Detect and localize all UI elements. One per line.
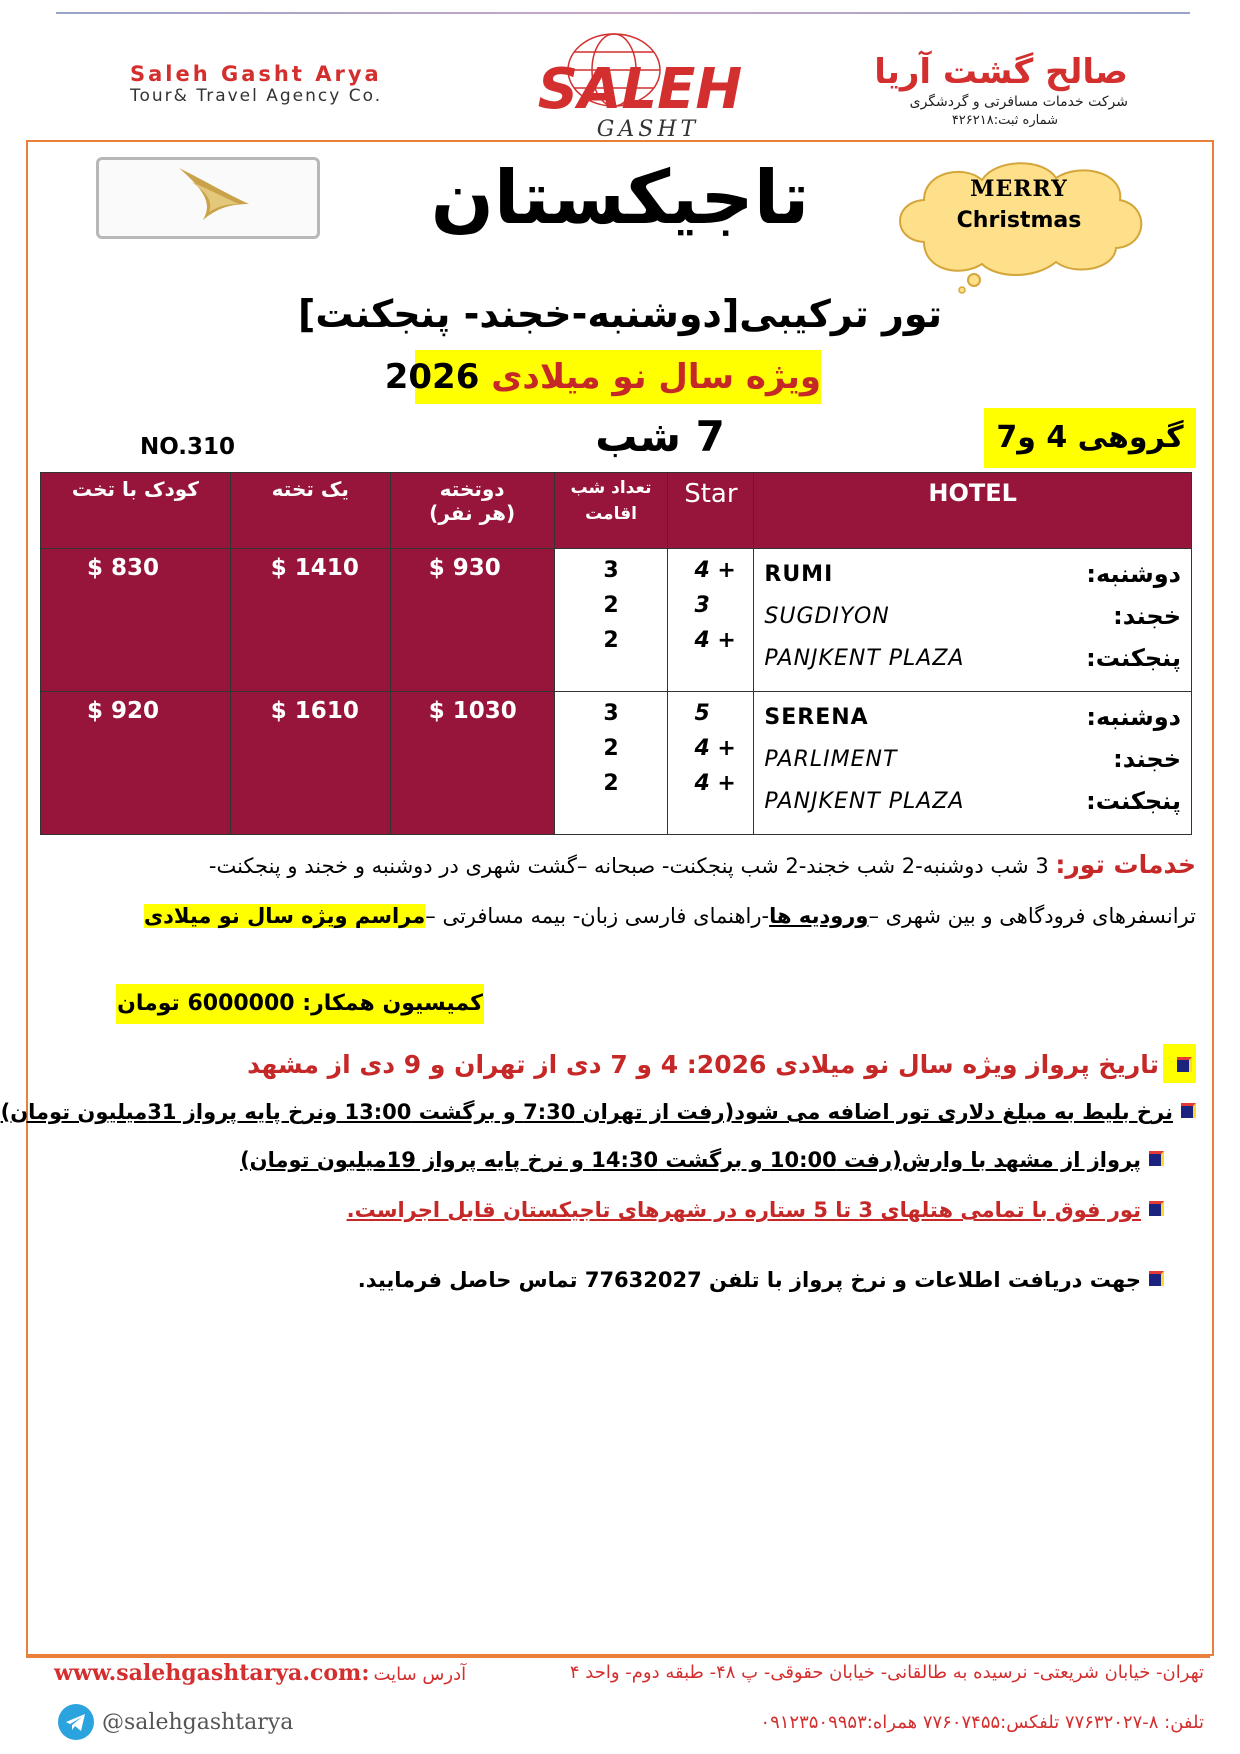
header-star: Star [668, 473, 754, 549]
hotel-name: SUGDIYON [764, 603, 890, 629]
hotel-name: PANJKENT PLAZA [764, 788, 965, 814]
brand-english [130, 62, 382, 106]
website-label: آدرس سایت [373, 1664, 467, 1685]
note-text: تور فوق با تمامی هتلهای 3 تا 5 ستاره در شهرهای تاجیکستان قابل اجراست. [346, 1198, 1141, 1222]
note-hotels [347, 1198, 1164, 1222]
page-title: تاجیکستان [430, 155, 810, 241]
svg-text:GASHT: GASHT [596, 117, 700, 142]
star-value: 4 + [694, 736, 736, 761]
footer-address: تهران- خیابان شریعتی- نرسیده به طالقانی- خیابان حقوقی- پ ۴۸- طبقه دوم- واحد ۴ [569, 1662, 1204, 1683]
hotel-city: دوشنبه: [1086, 560, 1181, 588]
hotel-city: خجند: [1113, 745, 1181, 773]
hotels-cell [754, 692, 1192, 835]
price-child: $ 920 [41, 692, 231, 835]
bullet-icon [1177, 1057, 1192, 1072]
special-text: ویژه سال نو میلادی [491, 357, 821, 397]
telegram-icon [58, 1704, 94, 1740]
star-value: 3 [694, 593, 710, 618]
brand-persian [874, 52, 1128, 128]
bullet-icon [1149, 1201, 1164, 1216]
christmas-greeting [884, 176, 1154, 233]
bullet-highlight [1163, 1044, 1196, 1083]
price-double: $ 1030 [390, 692, 554, 835]
hotel-entry [764, 553, 1181, 595]
star-value: 4 + [694, 558, 736, 583]
nights-value: 2 [603, 628, 619, 653]
bullet-icon [1149, 1151, 1164, 1166]
greeting-line-1: MERRY [970, 176, 1068, 202]
bullet-icon [1181, 1103, 1196, 1118]
services-label: خدمات تور: [1055, 850, 1196, 879]
price-double: $ 930 [390, 549, 554, 692]
brand-fa-name: صالح گشت آریا [874, 52, 1128, 92]
note-text: پرواز از مشهد با وارش(رفت 10:00 و برگشت 14:30 و نرخ پایه پرواز 19میلیون تومان) [240, 1148, 1141, 1172]
group-dates: گروهی 4 و7 [984, 408, 1196, 468]
special-year: 2026 [384, 357, 480, 397]
star-value: 4 + [694, 628, 736, 653]
hotel-entry [764, 595, 1181, 637]
stars-cell [668, 549, 754, 692]
header-double [390, 473, 554, 549]
note-text: تاریخ پرواز ویژه سال نو میلادی 2026: 4 و 7 دی از تهران و 9 دی از مشهد [247, 1050, 1159, 1079]
stars-cell [668, 692, 754, 835]
note-text: نرخ بلیط به مبلغ دلاری تور اضافه می شود(رفت از تهران 7:30 و برگشت 13:00 ونرخ پایه پرواز 31میلیون تومان) [0, 1100, 1173, 1124]
note-flight-date [247, 1044, 1196, 1083]
header-nights-note: اقامت [585, 504, 637, 524]
services-text-2b: ورودیه ها [769, 904, 869, 928]
footer-website[interactable] [54, 1660, 466, 1686]
nights-value: 2 [603, 593, 619, 618]
price-child: $ 830 [41, 549, 231, 692]
telegram-handle[interactable]: @salehgashtarya [102, 1709, 294, 1735]
services-text-2a: ترانسفرهای فرودگاهی و بین شهری – [868, 904, 1196, 928]
greeting-line-2: Christmas [956, 208, 1082, 233]
tour-nights: 7 شب [595, 412, 725, 461]
hotels-cell [754, 549, 1192, 692]
footer-divider [26, 1656, 1210, 1658]
website-url[interactable]: www.salehgashtarya.com: [54, 1660, 370, 1686]
nights-cell [554, 692, 668, 835]
nights-cell [554, 549, 668, 692]
services-text-2c: -راهنمای فارسی زبان- بیمه مسافرتی – [425, 904, 770, 928]
price-single: $ 1410 [230, 549, 390, 692]
star-value: 5 [694, 701, 710, 726]
nights-value: 2 [603, 736, 619, 761]
airline-logo-box [96, 157, 320, 239]
header-double-note: (هر نفر) [429, 501, 516, 525]
svg-text:SALEH: SALEH [537, 57, 743, 122]
table-header-row [41, 473, 1192, 549]
star-value: 4 + [694, 771, 736, 796]
bird-icon [99, 160, 317, 236]
services-highlight: مراسم ویژه سال نو میلادی [143, 904, 426, 928]
note-contact [358, 1268, 1164, 1292]
saleh-gasht-logo [528, 30, 758, 142]
hotel-city: خجند: [1113, 602, 1181, 630]
nights-value: 3 [603, 558, 619, 583]
nights-value: 2 [603, 771, 619, 796]
hotel-city: پنجکنت: [1086, 644, 1181, 672]
brand-en-name: Saleh Gasht Arya [130, 62, 382, 86]
tour-services [40, 840, 1196, 941]
table-row [41, 549, 1192, 692]
hotel-entry [764, 780, 1181, 822]
footer-phones: تلفن: ۸-۷۷۶۳۲۰۲۷ تلفکس:۷۷۶۰۷۴۵۵ همراه:۰۹۱۲۳۵۰۹۹۵۳ [760, 1712, 1204, 1733]
nights-value: 3 [603, 701, 619, 726]
price-single: $ 1610 [230, 692, 390, 835]
hotel-name: PARLIMENT [764, 746, 898, 772]
header-nights [554, 473, 668, 549]
hotel-name: PANJKENT PLAZA [764, 645, 965, 671]
services-text-1: 3 شب دوشنبه-2 شب خجند-2 شب پنجکنت- صبحانه –گشت شهری در دوشنبه و خجند و پنجکنت- [208, 854, 1049, 878]
hotel-city: دوشنبه: [1086, 703, 1181, 731]
services-line-1 [40, 840, 1196, 891]
top-divider [56, 12, 1190, 14]
bullet-icon [1149, 1271, 1164, 1286]
note-ticket-price [1, 1100, 1196, 1124]
note-mashhad-flight [240, 1148, 1164, 1172]
brand-en-subtitle: Tour& Travel Agency Co. [130, 86, 383, 106]
header-double-label: دوتخته [439, 477, 505, 501]
hotel-entry [764, 637, 1181, 679]
footer-telegram[interactable] [58, 1704, 293, 1740]
header-nights-label: تعداد شب [570, 478, 652, 498]
hotel-name: RUMI [764, 561, 834, 587]
table-row [41, 692, 1192, 835]
brand-fa-registration: شماره ثبت:۴۲۶۲۱۸ [951, 113, 1058, 128]
hotel-entry [764, 738, 1181, 780]
services-line-2 [40, 891, 1196, 941]
note-text: جهت دریافت اطلاعات و نرخ پرواز با تلفن 77632027 تماس حاصل فرمایید. [357, 1268, 1141, 1292]
header-single: یک تخته [230, 473, 390, 549]
special-banner [384, 350, 821, 404]
header-child: کودک با تخت [41, 473, 231, 549]
agent-commission: کمیسیون همکار: 6000000 تومان [116, 984, 484, 1024]
hotel-name: SERENA [764, 704, 869, 730]
tour-code: NO.310 [140, 434, 236, 460]
brand-fa-subtitle: شرکت خدمات مسافرتی و گردشگری [909, 94, 1128, 110]
header-hotel: HOTEL [754, 473, 1192, 549]
hotel-city: پنجکنت: [1086, 787, 1181, 815]
hotel-entry [764, 696, 1181, 738]
tour-subtitle: تور ترکیبی[دوشنبه-خجند- پنجکنت] [298, 292, 942, 336]
hotel-price-table [40, 472, 1192, 835]
